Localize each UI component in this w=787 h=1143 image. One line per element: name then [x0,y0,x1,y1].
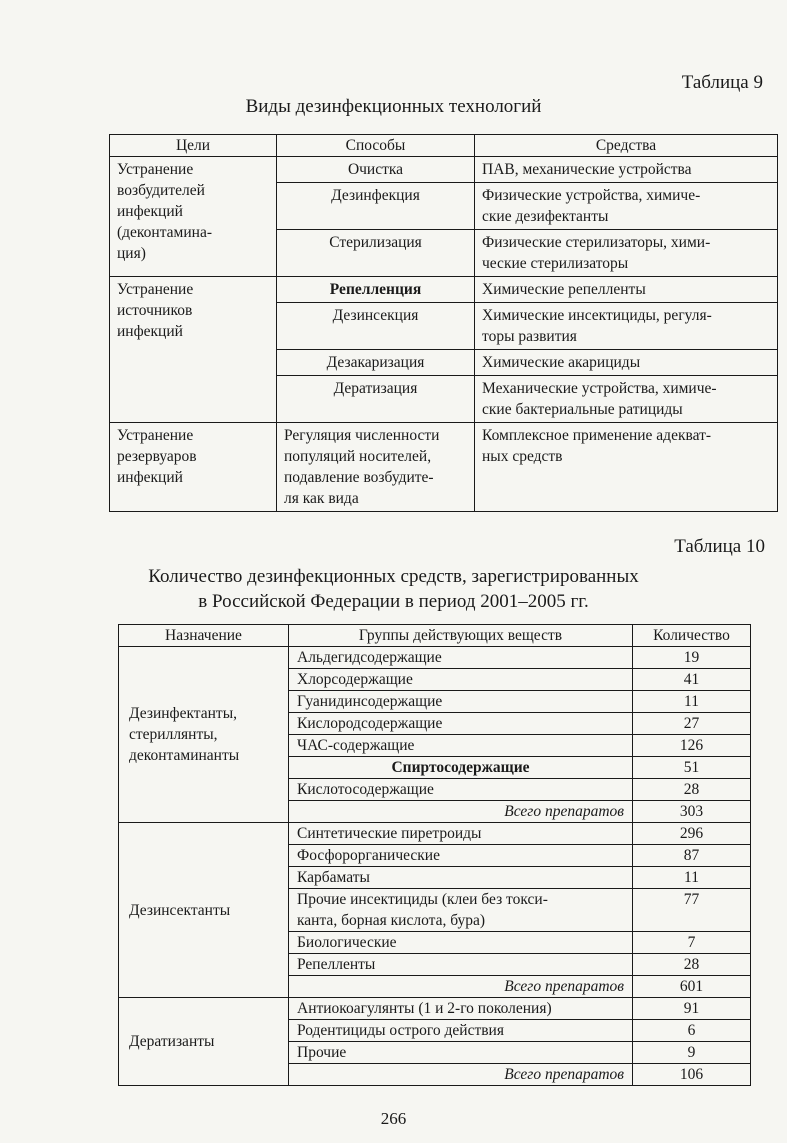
table10-group-cell: Хлорсодержащие [289,669,633,691]
table10-count-cell: 28 [633,954,751,976]
table9-method-cell: Стерилизация [277,230,475,277]
table10-group-cell: Гуанидинсодержащие [289,691,633,713]
goal-line: (деконтамина- [117,224,212,241]
table9-header-means: Средства [475,135,778,157]
table10-total-count: 303 [633,801,751,823]
table10-total-count: 601 [633,976,751,998]
means-line: Физические стерилизаторы, хими- [482,234,711,251]
table10-count-cell: 9 [633,1042,751,1064]
table9-method-cell: Очистка [277,157,475,183]
table-row [119,823,751,845]
table9-means-cell [475,303,778,350]
table10-count-cell: 91 [633,998,751,1020]
goal-line: источников [117,302,193,319]
table10-group-cell: Синтетические пиретроиды [289,823,633,845]
table9-method-cell: Дезинфекция [277,183,475,230]
means-line: Физические устройства, химиче- [482,187,701,204]
table10-count-cell: 126 [633,735,751,757]
goal-line: инфекций [117,203,183,220]
table9-method-cell: Дезинсекция [277,303,475,350]
table9-method-cell [277,423,475,512]
means-line: торы развития [482,328,577,345]
table10-total-count: 106 [633,1064,751,1086]
table-row [110,423,778,512]
means-line: ных средств [482,448,563,465]
goal-line: инфекций [117,323,183,340]
table9-means-cell [475,157,778,183]
table10-group-cell: Репелленты [289,954,633,976]
table9-header-methods: Способы [277,135,475,157]
table10-title-line: Количество дезинфекционных средств, зарегистрированных [148,566,639,587]
table10-group-cell: Прочие [289,1042,633,1064]
means-line: ческие стерилизаторы [482,255,629,272]
goal-line: ция) [117,245,146,262]
means-line: Комплексное применение адекват- [482,427,712,444]
table10-count-cell: 7 [633,932,751,954]
table9-means-cell [475,423,778,512]
table10-group-cell: Карбаматы [289,867,633,889]
table10-count-cell: 6 [633,1020,751,1042]
table9-means-cell [475,183,778,230]
table10-group-cell: Фосфорорганические [289,845,633,867]
means-line: ские бактериальные ратициды [482,401,683,418]
table10-count-cell: 11 [633,867,751,889]
method-line: ля как вида [284,490,359,507]
table10-count-cell: 41 [633,669,751,691]
table10-title-line: в Российской Федерации в период 2001–2005 гг. [198,591,589,612]
method-line: популяций носителей, [284,448,432,465]
table10-group-cell: Альдегидсодержащие [289,647,633,669]
group-line: канта, борная кислота, бура) [297,912,486,929]
table9-goal-cell [110,277,277,423]
table9-title: Виды дезинфекционных технологий [245,96,542,117]
table10-group-cell [289,889,633,932]
table10-count-cell: 19 [633,647,751,669]
table10-total-label: Всего препаратов [289,1064,633,1086]
table9-goal-cell [110,157,277,277]
table10-header-groups: Группы действующих веществ [289,625,633,647]
table9-means-cell [475,230,778,277]
table10-group-cell: ЧАС-содержащие [289,735,633,757]
group-line: Прочие инсектициды (клеи без токси- [297,891,548,908]
table10-count-cell: 51 [633,757,751,779]
goal-line: Устранение [117,161,194,178]
table9-number: Таблица 9 [681,72,763,93]
purpose-line: Дезинфектанты, [129,705,237,722]
purpose-line: Дератизанты [129,1033,215,1050]
goal-line: Устранение [117,427,194,444]
table9-method-cell: Дератизация [277,376,475,423]
table10-count-cell: 11 [633,691,751,713]
table9-means-cell [475,350,778,376]
table10-count-cell: 28 [633,779,751,801]
goal-line: инфекций [117,469,183,486]
table10-purpose-cell [119,647,289,823]
means-line: ПАВ, механические устройства [482,161,692,178]
table9-method-cell: Репелленция [277,277,475,303]
table10-header-count: Количество [633,625,751,647]
page-number: 266 [380,1109,407,1128]
table10-group-cell: Кислотосодержащие [289,779,633,801]
purpose-line: стериллянты, [129,726,218,743]
table9-means-cell [475,376,778,423]
means-line: Химические репелленты [482,281,646,298]
table9-goal-cell [110,423,277,512]
table10-count-cell: 87 [633,845,751,867]
table10-group-cell: Спиртосодержащие [289,757,633,779]
goal-line: резервуаров [117,448,197,465]
method-line: подавление возбудите- [284,469,434,486]
table10-group-cell: Родентициды острого действия [289,1020,633,1042]
table10-total-label: Всего препаратов [289,976,633,998]
table10-group-cell: Биологические [289,932,633,954]
means-line: Механические устройства, химиче- [482,380,717,397]
table10-purpose-cell [119,823,289,998]
table-row [110,157,778,183]
table9-header-row [110,135,778,157]
purpose-line: деконтаминанты [129,747,240,764]
table-row [119,998,751,1020]
goal-line: возбудителей [117,182,205,199]
purpose-line: Дезинсектанты [129,901,231,919]
means-line: Химические акарициды [482,354,641,371]
table10-total-label: Всего препаратов [289,801,633,823]
table9-means-cell [475,277,778,303]
table10-count-cell: 77 [633,889,751,932]
table9-method-cell: Дезакаризация [277,350,475,376]
table10-header-row [119,625,751,647]
goal-line: Устранение [117,281,194,298]
table10-number: Таблица 10 [674,536,765,557]
table10-title [0,564,787,614]
means-line: Химические инсектициды, регуля- [482,307,712,324]
table-row [119,647,751,669]
table10-group-cell: Антиокоагулянты (1 и 2-го поколения) [289,998,633,1020]
means-line: ские дезифектанты [482,208,609,225]
table-row [110,277,778,303]
table10-header-purpose: Назначение [119,625,289,647]
table10 [118,624,751,1086]
table10-purpose-cell [119,998,289,1086]
method-line: Регуляция численности [284,427,440,444]
table10-group-cell: Кислородсодержащие [289,713,633,735]
table9-header-goals: Цели [110,135,277,157]
table9 [109,134,778,512]
table10-count-cell: 296 [633,823,751,845]
table10-count-cell: 27 [633,713,751,735]
